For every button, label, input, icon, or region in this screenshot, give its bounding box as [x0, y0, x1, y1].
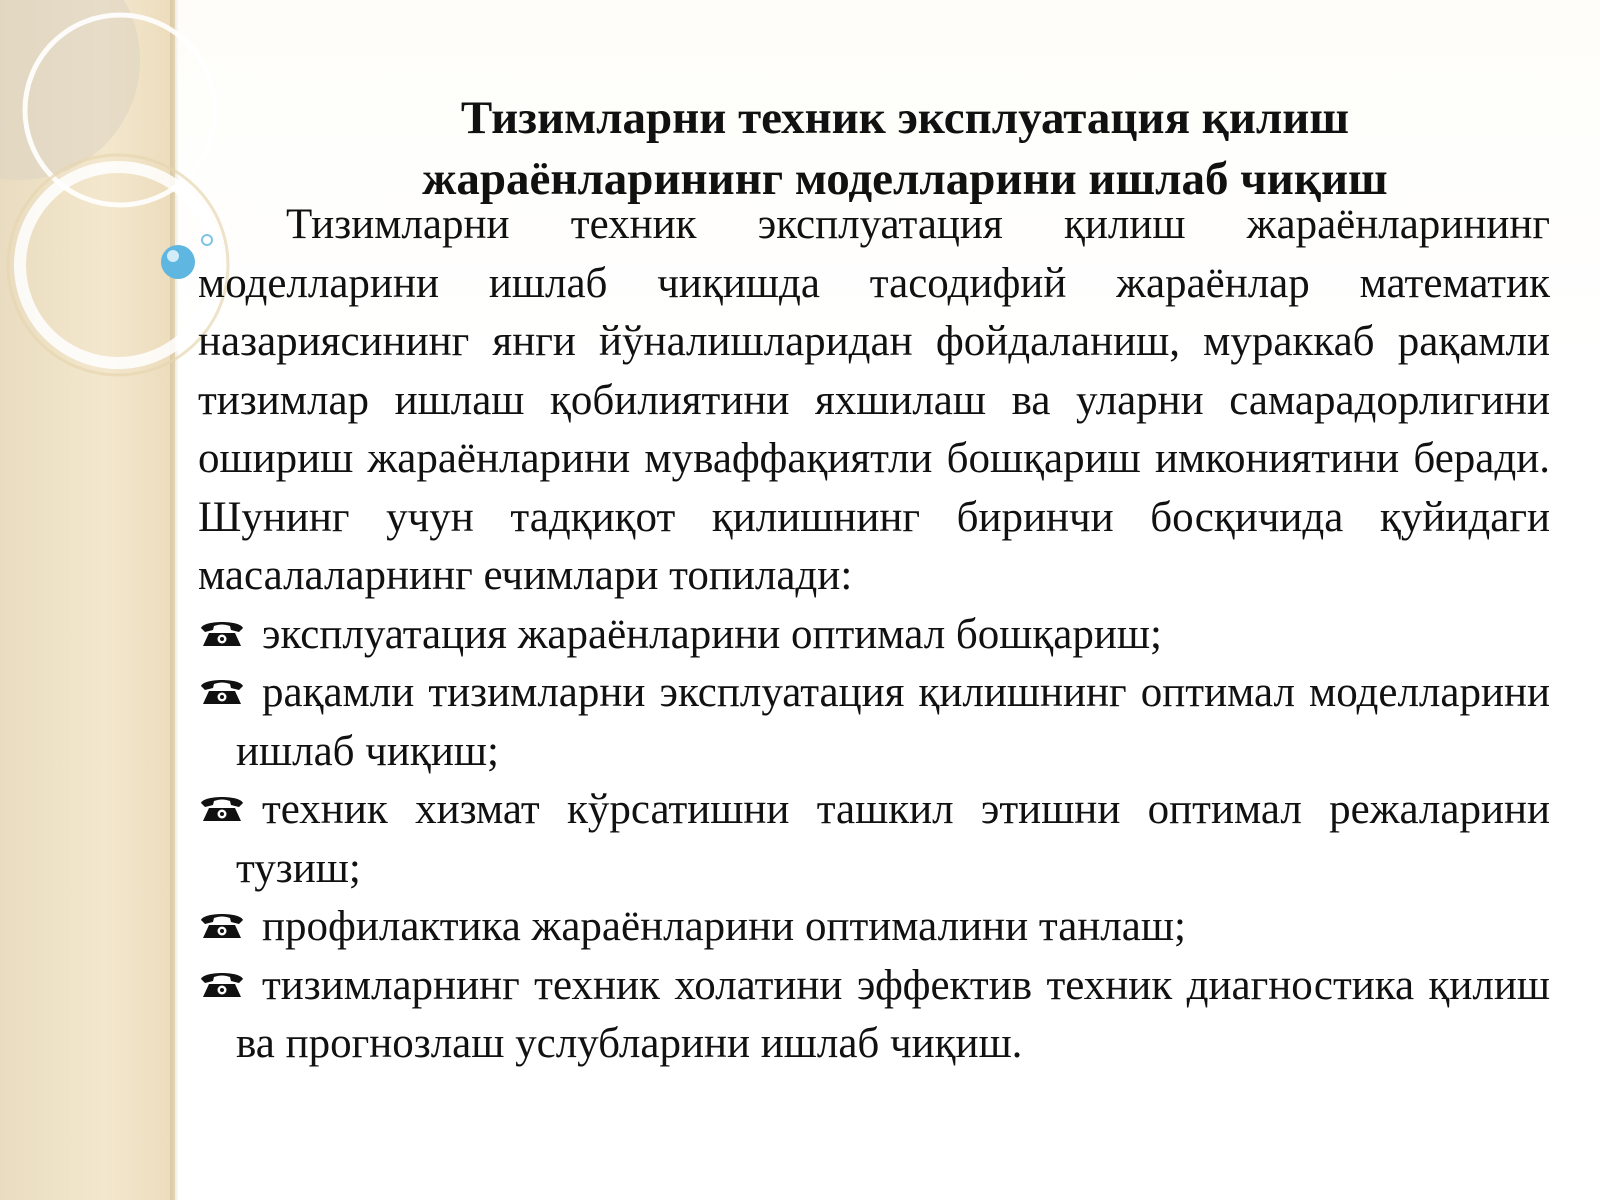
intro-paragraph: Тизимларни техник эксплуатация қилиш жараёнларининг моделларини ишлаб чиқишда тасодифий жараёнлар математик назариясининг янги йўналишларидан фойдаланиш, мураккаб рақамли тизимлар ишлаш қобилиятини яхшилаш ва уларни самарадорлигини ошириш жараёнларини муваффақиятли бошқариш имкониятини беради. Шунинг учун тадқиқот қилишнинг биринчи босқичида қуйидаги масалаларнинг ечимлари топилади:: [198, 201, 1550, 599]
bullet-item: [198, 606, 1550, 665]
left-decorative-band: [0, 0, 175, 1200]
telephone-icon: [198, 910, 246, 940]
bullet-item: [198, 898, 1550, 957]
bullet-text: эксплуатация жараёнларини оптимал бошқариш;: [262, 610, 1162, 658]
bullet-text: профилактика жараёнларини оптималини танлаш;: [262, 903, 1186, 950]
bullet-item: [198, 781, 1550, 898]
telephone-icon: [198, 676, 246, 706]
slide-body: [198, 196, 1550, 1074]
telephone-icon: [198, 618, 246, 648]
title-line-2: жараёнларининг моделларини ишлаб чиқиш: [422, 153, 1388, 205]
bullet-item: [198, 957, 1550, 1074]
telephone-icon: [198, 793, 246, 823]
bullet-text: рақамли тизимларни эксплуатация қилишнинг оптимал моделларини ишлаб чиқиш;: [236, 669, 1550, 775]
bullet-text: техник хизмат кўрсатишни ташкил этишни оптимал режаларини тузиш;: [236, 786, 1550, 892]
title-line-1: Тизимларни техник эксплуатация қилиш: [460, 92, 1350, 144]
bullet-text: тизимларнинг техник холатини эффектив техник диагностика қилиш ва прогнозлаш услубларини ишлаб чиқиш.: [236, 961, 1550, 1067]
bullet-item: [198, 664, 1550, 781]
bullet-list: [198, 606, 1550, 1074]
telephone-icon: [198, 969, 246, 999]
slide-title: [330, 88, 1480, 210]
